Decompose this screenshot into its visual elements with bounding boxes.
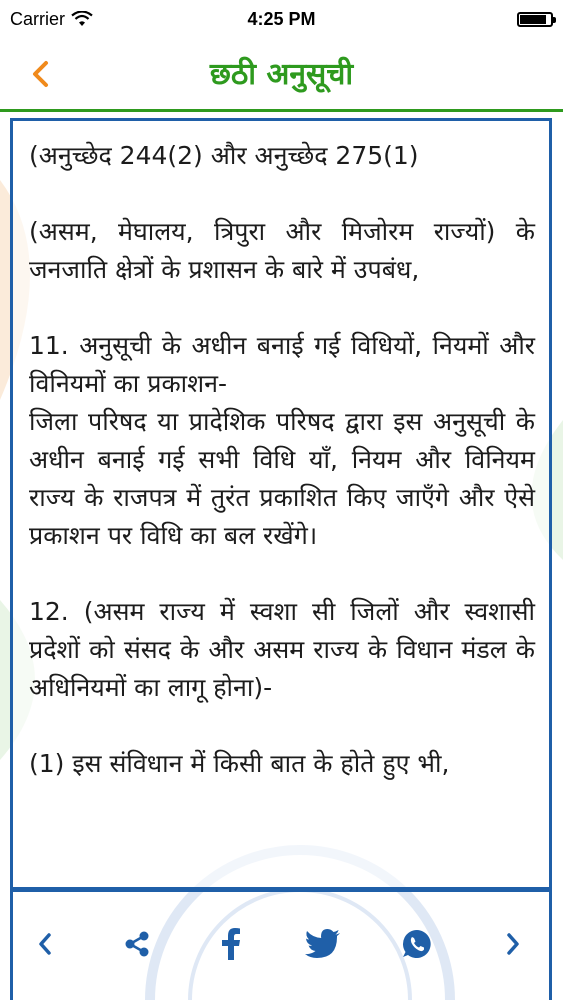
battery-icon <box>517 12 553 27</box>
previous-button[interactable] <box>25 924 65 964</box>
share-button[interactable] <box>117 924 157 964</box>
header-divider <box>0 109 563 112</box>
bottom-toolbar <box>10 890 552 1000</box>
paragraph-scope: (असम, मेघालय, त्रिपुरा और मिजोरम राज्यों) के जनजाति क्षेत्रों के प्रशासन के बारे में उपबंध, <box>29 217 535 284</box>
carrier-label: Carrier <box>10 8 66 29</box>
chevron-left-icon <box>38 932 52 956</box>
content-frame[interactable] <box>10 118 552 890</box>
facebook-button[interactable] <box>211 924 251 964</box>
content-text <box>13 121 549 783</box>
paragraph-section-12: 12. (असम राज्य में स्वशा सी जिलों और स्वशासी प्रदेशों को संसद के और असम राज्य के विधान मंडल के अधिनियमों का लागू होना)- <box>29 597 535 702</box>
chevron-right-icon <box>506 932 520 956</box>
navigation-bar <box>0 38 563 110</box>
paragraph-clause-1: (1) इस संविधान में किसी बात के होते हुए भी, <box>29 749 450 778</box>
whatsapp-button[interactable] <box>397 924 437 964</box>
next-button[interactable] <box>493 924 533 964</box>
status-time: 4:25 PM <box>247 8 316 29</box>
share-icon <box>122 929 152 959</box>
facebook-icon <box>221 928 241 960</box>
status-bar <box>0 0 563 38</box>
paragraph-section-11: 11. अनुसूची के अधीन बनाई गई विधियों, नियमों और विनियमों का प्रकाशन- जिला परिषद या प्रादेशिक परिषद द्वारा इस अनुसूची के अधीन बनाई गई सभी विधि याँ, नियम और विनियम राज्य के राजपत्र में तुरंत प्रकाशित किए जाएँगे और ऐसे प्रकाशन पर विधि का बल रखेंगे। <box>29 331 535 550</box>
page-title: छठी अनुसूची <box>209 57 354 92</box>
twitter-icon <box>305 929 341 959</box>
twitter-button[interactable] <box>303 924 343 964</box>
paragraph-article-reference: (अनुच्छेद 244(2) और अनुच्छेद 275(1) <box>29 141 419 170</box>
whatsapp-icon <box>401 928 433 960</box>
